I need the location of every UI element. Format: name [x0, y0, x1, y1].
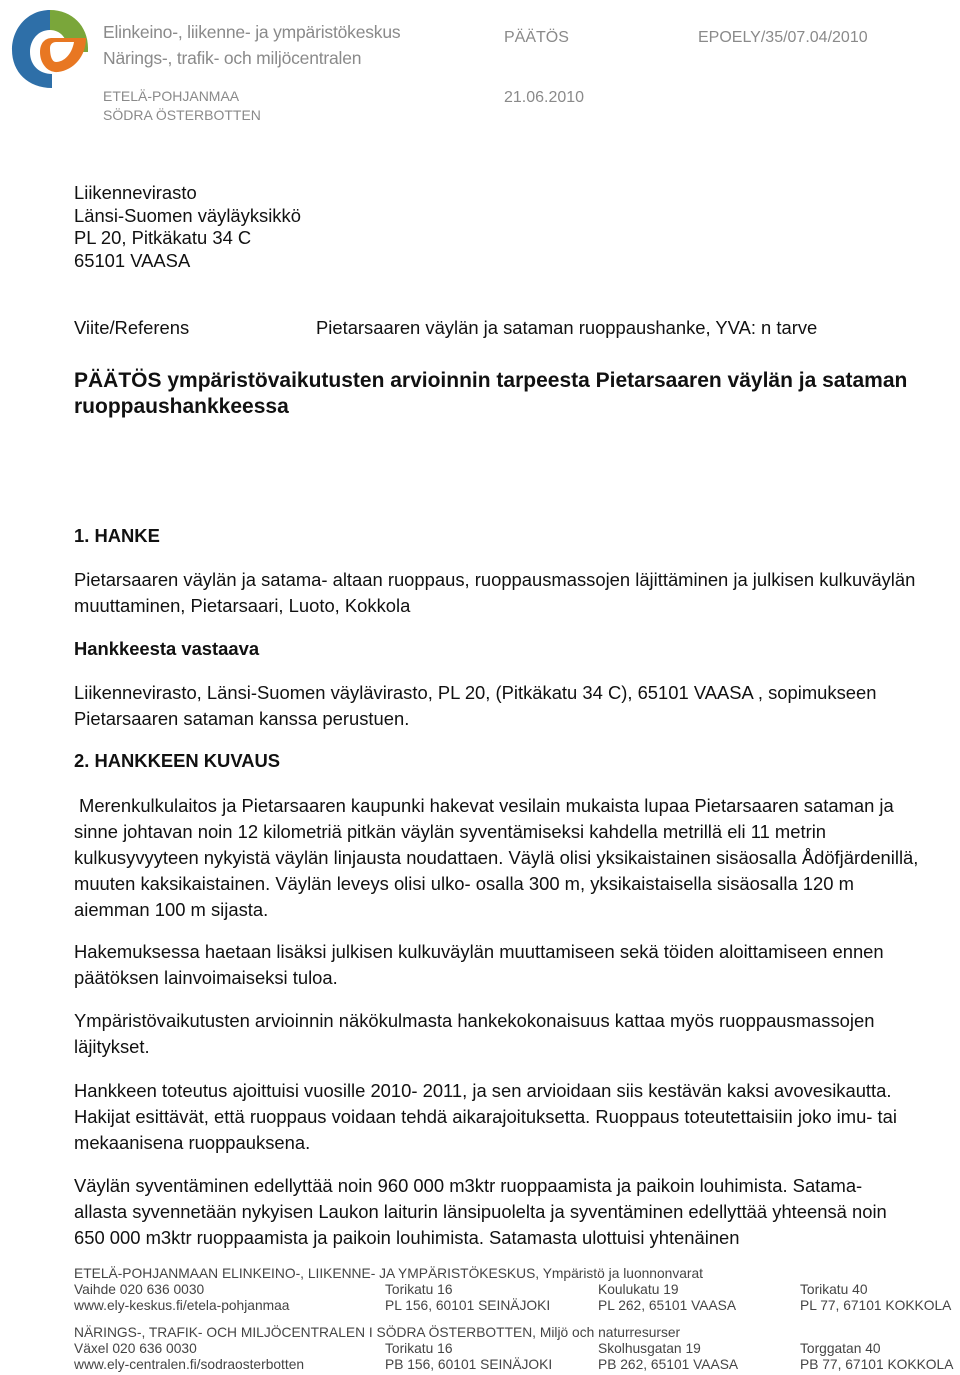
region-sv: SÖDRA ÖSTERBOTTEN — [103, 107, 261, 123]
recipient-line: 65101 VAASA — [74, 249, 191, 271]
ely-logo — [10, 8, 90, 90]
description-paragraph: Ympäristövaikutusten arvioinnin näkökulmasta hankekokonaisuus kattaa myös ruoppausmassojen läjitykset. — [74, 1010, 875, 1057]
recipient-line: Länsi-Suomen väyläyksikkö — [74, 204, 301, 226]
recipient-line: PL 20, Pitkäkatu 34 C — [74, 227, 252, 248]
recipient-line: Liikennevirasto — [74, 182, 197, 203]
description-paragraph: Väylän syventäminen edellyttää noin 960 000 m3ktr ruoppaamista ja paikoin louhimista. Satama- allasta syvennetään nykyisen Laukon laiturin länsipuolelta ja syventäminen edellyttää yhteensä noin 650 000 m3ktr ruoppaamista ja paikoin louhimista. Satamasta ulottuisi yhtenäinen — [74, 1175, 887, 1248]
reference-label: Viite/Referens — [74, 317, 190, 338]
footer-phone-fi: Vaihde 020 636 0030 — [74, 1282, 205, 1297]
decision-title: PÄÄTÖS ympäristövaikutusten arvioinnin tarpeesta Pietarsaaren väylän ja sataman ruoppaushankkeessa — [74, 369, 908, 418]
footer-postbox-sv: PB 156, 60101 SEINÄJOKI — [385, 1357, 553, 1372]
responsible-text: Liikennevirasto, Länsi-Suomen väylävirasto, PL 20, (Pitkäkatu 34 C), 65101 VAASA , sopimukseen Pietarsaaren sataman kanssa perustuen. — [74, 682, 877, 729]
doc-number: EPOELY/35/07.04/2010 — [698, 29, 868, 46]
footer-postbox-fi: PL 77, 67101 KOKKOLA — [800, 1298, 952, 1313]
footer-phone-sv: Växel 020 636 0030 — [74, 1341, 197, 1356]
description-paragraph: Hankkeen toteutus ajoittuisi vuosille 2010- 2011, ja sen arvioidaan siis kestävän kaksi avovesikautta. Hakijat esittävät, että ruoppaus voidaan tehdä aikarajoituksetta. Ruoppaus toteutettaisiin joko imu- tai mekaanisena ruoppauksena. — [74, 1080, 897, 1153]
footer-address-sv: Skolhusgatan 19 — [598, 1341, 701, 1356]
description-paragraph: Hakemuksessa haetaan lisäksi julkisen kulkuväylän muuttamiseen sekä töiden aloittamiseen ennen päätöksen lainvoimaiseksi tuloa. — [74, 941, 884, 988]
org-name-fi: Elinkeino-, liikenne- ja ympäristökeskus — [103, 22, 401, 42]
footer-address-sv: Torggatan 40 — [800, 1341, 881, 1356]
description-paragraph: Merenkulkulaitos ja Pietarsaaren kaupunki hakevat vesilain mukaista lupaa Pietarsaaren sataman ja sinne johtavan noin 12 kilometriä pitkän väylän syventämiseksi kahdella metrillä eli 11 metrin kulkusyvyyteen nykyistä väylän linjausta noudattaen. Väylä olisi yksikaistainen sisäosalla Ådöfjärdenillä, muuten kaksikaistainen. Väylän leveys olisi ulko- osalla 300 m, yksikaistaisella sisäosalla 120 m aiemman 100 m sijasta. — [74, 795, 919, 920]
footer-title-fi: ETELÄ-POHJANMAAN ELINKEINO-, LIIKENNE- JA YMPÄRISTÖKESKUS, Ympäristö ja luonnonvarat — [74, 1266, 703, 1281]
region-fi: ETELÄ-POHJANMAA — [103, 88, 240, 104]
recipient-address — [74, 182, 301, 272]
footer-postbox-fi: PL 156, 60101 SEINÄJOKI — [385, 1298, 551, 1313]
footer-postbox-sv: PB 262, 65101 VAASA — [598, 1357, 739, 1372]
footer-website-fi[interactable]: www.ely-keskus.fi/etela-pohjanmaa — [74, 1298, 290, 1313]
footer-postbox-sv: PB 77, 67101 KOKKOLA — [800, 1357, 954, 1372]
project-description: Pietarsaaren väylän ja satama- altaan ruoppaus, ruoppausmassojen läjittäminen ja julkisen kulkuväylän muuttaminen, Pietarsaari, Luoto, Kokkola — [74, 569, 916, 616]
responsible-heading: Hankkeesta vastaava — [74, 638, 260, 659]
footer-website-sv[interactable]: www.ely-centralen.fi/sodraosterbotten — [74, 1357, 305, 1372]
footer-address-fi: Koulukatu 19 — [598, 1282, 679, 1297]
footer-address-sv: Torikatu 16 — [385, 1341, 453, 1356]
org-name-sv: Närings-, trafik- och miljöcentralen — [103, 48, 362, 68]
section-heading-project: 1. HANKE — [74, 525, 160, 546]
doc-type: PÄÄTÖS — [504, 29, 569, 46]
reference-value: Pietarsaaren väylän ja sataman ruoppaushanke, YVA: n tarve — [316, 317, 818, 338]
doc-date: 21.06.2010 — [504, 89, 585, 106]
footer-postbox-fi: PL 262, 65101 VAASA — [598, 1298, 737, 1313]
footer-title-sv: NÄRINGS-, TRAFIK- OCH MILJÖCENTRALEN I SÖDRA ÖSTERBOTTEN, Miljö och naturresurser — [74, 1325, 681, 1340]
footer-address-fi: Torikatu 16 — [385, 1282, 453, 1297]
section-heading-description: 2. HANKKEEN KUVAUS — [74, 750, 281, 771]
footer-address-fi: Torikatu 40 — [800, 1282, 868, 1297]
